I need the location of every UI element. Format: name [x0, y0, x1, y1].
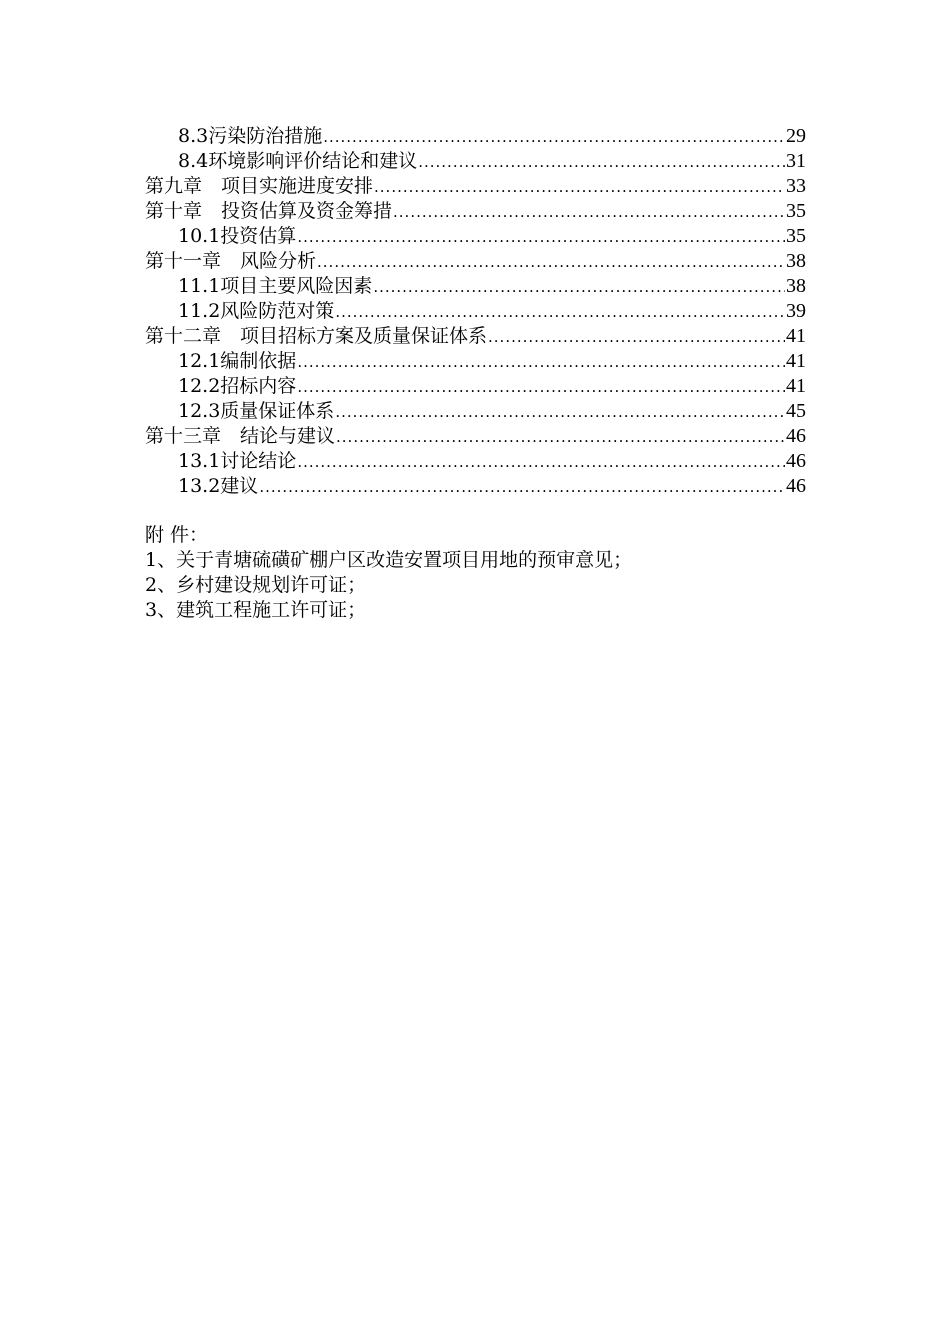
toc-leader-dots — [317, 250, 785, 275]
table-of-contents — [145, 124, 806, 499]
toc-entry-title: 第十二章 项目招标方案及质量保证体系 — [145, 325, 488, 347]
toc-leader-dots — [297, 450, 785, 475]
toc-leader-dots — [393, 200, 785, 225]
appendix-item: 3、建筑工程施工许可证； — [145, 599, 367, 621]
toc-entry-page: 46 — [786, 450, 806, 472]
toc-entry-title: 第十一章 风险分析 — [145, 250, 317, 272]
toc-entry-page: 41 — [786, 350, 806, 372]
toc-entry[interactable] — [145, 424, 806, 449]
appendix-item: 2、乡村建设规划许可证； — [145, 574, 367, 596]
toc-entry-title: 10.1投资估算 — [178, 225, 297, 247]
toc-entry[interactable] — [145, 124, 806, 149]
toc-entry[interactable] — [145, 199, 806, 224]
toc-entry-title: 第十三章 结论与建议 — [145, 425, 336, 447]
toc-leader-dots — [323, 125, 785, 150]
toc-entry-page: 39 — [786, 300, 806, 322]
toc-entry-title: 8.4环境影响评价结论和建议 — [178, 150, 418, 172]
toc-entry-page: 38 — [786, 250, 806, 272]
toc-entry-page: 45 — [786, 400, 806, 422]
toc-leader-dots — [418, 150, 785, 175]
toc-entry-title: 第十章 投资估算及资金筹措 — [145, 200, 393, 222]
toc-entry-page: 29 — [786, 125, 806, 147]
appendix-heading: 附 件： — [145, 524, 209, 546]
toc-entry[interactable] — [145, 349, 806, 374]
toc-leader-dots — [297, 225, 785, 250]
toc-leader-dots — [297, 350, 785, 375]
toc-entry-title: 第九章 项目实施进度安排 — [145, 175, 374, 197]
toc-leader-dots — [335, 400, 785, 425]
toc-entry-page: 46 — [786, 475, 806, 497]
toc-entry-page: 46 — [786, 425, 806, 447]
toc-entry[interactable] — [145, 299, 806, 324]
toc-entry[interactable] — [145, 149, 806, 174]
toc-entry-title: 8.3污染防治措施 — [178, 125, 323, 147]
toc-entry[interactable] — [145, 274, 806, 299]
toc-entry-page: 41 — [786, 375, 806, 397]
toc-entry-page: 35 — [786, 225, 806, 247]
toc-leader-dots — [373, 275, 785, 300]
toc-leader-dots — [374, 175, 785, 200]
toc-entry-title: 11.2风险防范对策 — [178, 300, 335, 322]
toc-leader-dots — [335, 300, 785, 325]
appendix-section — [145, 523, 806, 623]
toc-leader-dots — [488, 325, 785, 350]
toc-entry[interactable] — [145, 474, 806, 499]
toc-leader-dots — [336, 425, 785, 450]
toc-entry-title: 12.2招标内容 — [178, 375, 297, 397]
toc-entry[interactable] — [145, 449, 806, 474]
toc-entry[interactable] — [145, 399, 806, 424]
toc-entry-page: 38 — [786, 275, 806, 297]
toc-entry-page: 31 — [786, 150, 806, 172]
toc-entry-title: 12.3质量保证体系 — [178, 400, 335, 422]
toc-entry-page: 35 — [786, 200, 806, 222]
toc-entry-title: 13.2建议 — [178, 475, 259, 497]
toc-entry-page: 41 — [786, 325, 806, 347]
toc-leader-dots — [259, 475, 785, 500]
toc-entry[interactable] — [145, 249, 806, 274]
toc-entry[interactable] — [145, 174, 806, 199]
toc-entry[interactable] — [145, 224, 806, 249]
toc-entry[interactable] — [145, 324, 806, 349]
toc-entry-page: 33 — [786, 175, 806, 197]
toc-entry-title: 13.1讨论结论 — [178, 450, 297, 472]
toc-entry-title: 12.1编制依据 — [178, 350, 297, 372]
appendix-item: 1、关于青塘硫磺矿棚户区改造安置项目用地的预审意见； — [145, 549, 633, 571]
toc-entry-title: 11.1项目主要风险因素 — [178, 275, 373, 297]
toc-entry[interactable] — [145, 374, 806, 399]
toc-leader-dots — [297, 375, 785, 400]
